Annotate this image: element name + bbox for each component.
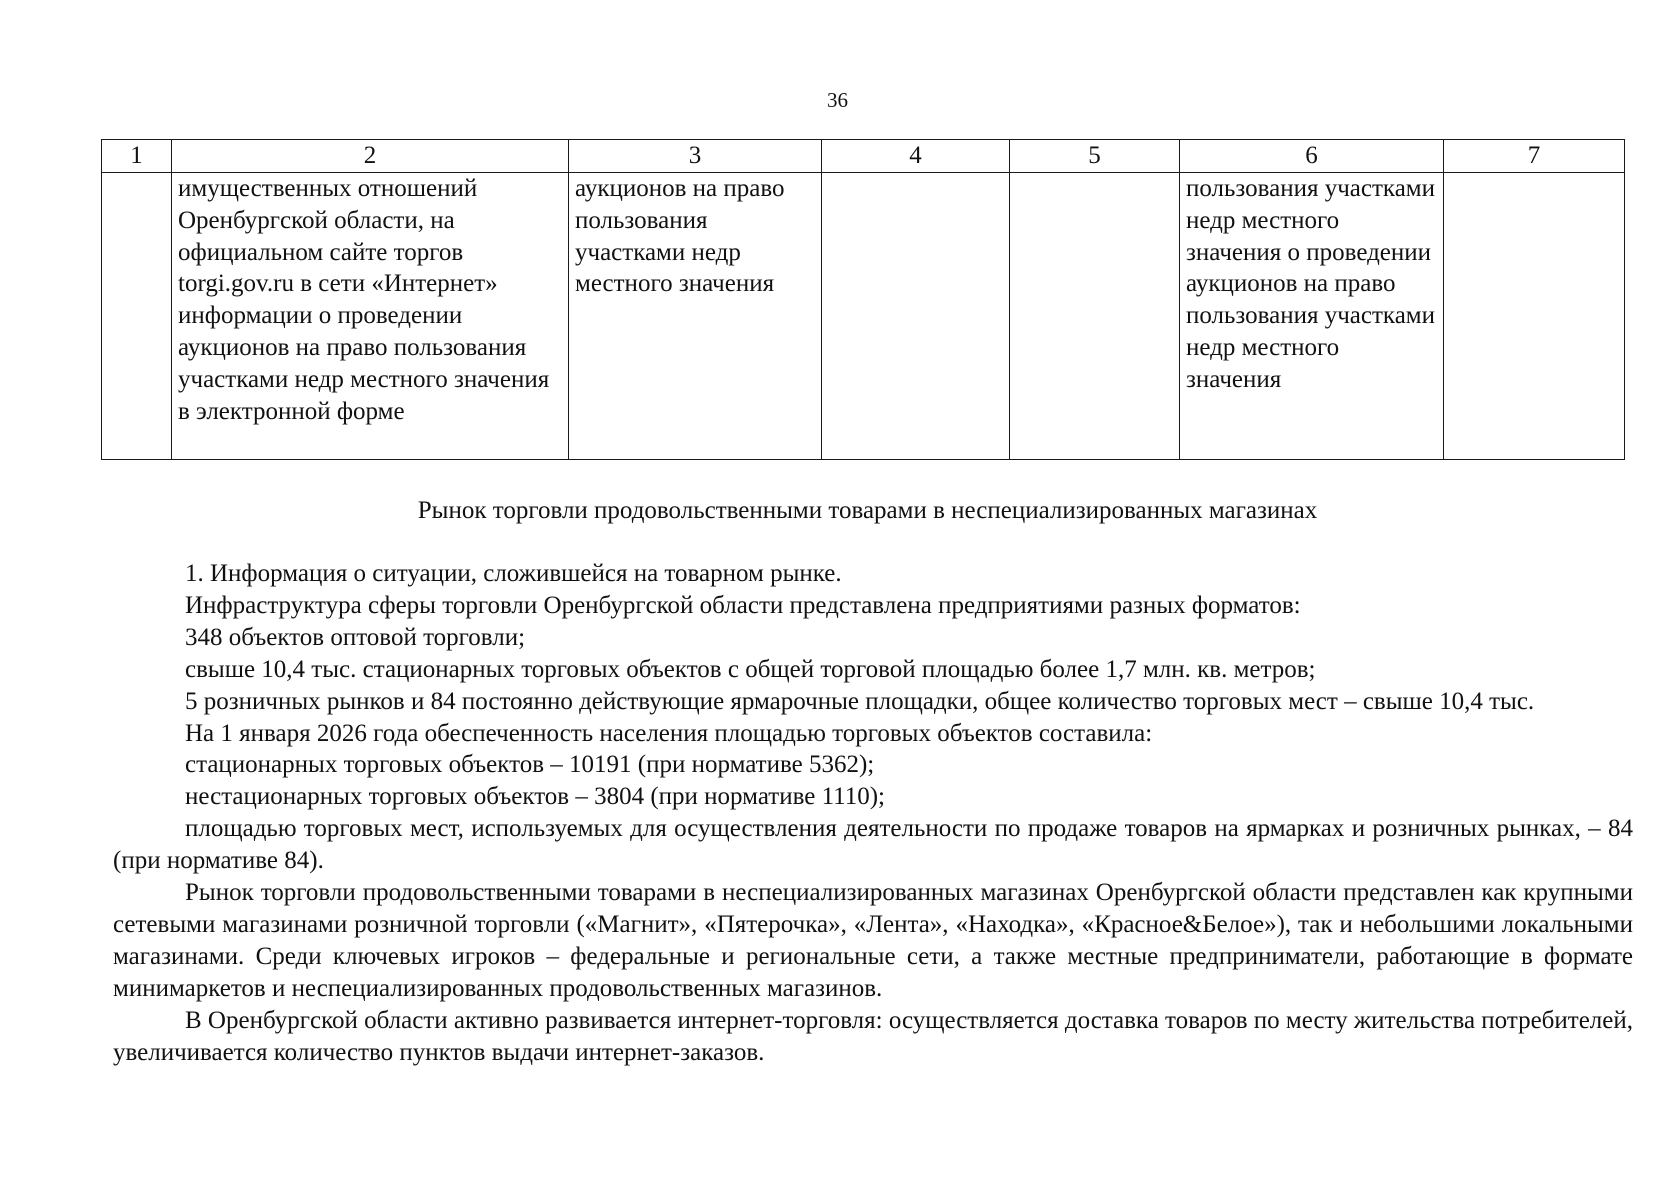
body-text — [113, 558, 1633, 1069]
table-header-row — [102, 140, 1625, 173]
table-cell: пользования участками недр местного значения о проведении аукционов на право пользования участками недр местного значения — [1180, 173, 1444, 460]
table-cell: имущественных отношений Оренбургской области, на официальном сайте торгов torgi.gov.ru в сети «Интернет» информации о проведении аукционов на право пользования участками недр местного значения в электронной форме — [172, 173, 569, 460]
paragraph: площадью торговых мест, используемых для осуществления деятельности по продаже товаров на ярмарках и розничных рынках, – 84 (при нормативе 84). — [113, 815, 1633, 875]
table-cell — [1010, 173, 1180, 460]
table-header-cell: 6 — [1180, 140, 1444, 173]
paragraph: 5 розничных рынков и 84 постоянно действующие ярмарочные площадки, общее количество торговых мест – свыше 10,4 тыс. — [185, 687, 1535, 715]
table-cell — [102, 173, 172, 460]
paragraph: стационарных торговых объектов – 10191 (при нормативе 5362); — [185, 751, 875, 779]
paragraph: свыше 10,4 тыс. стационарных торговых объектов с общей торговой площадью более 1,7 млн. кв. метров; — [185, 655, 1316, 683]
section-title: Рынок торговли продовольственными товарами в неспециализированных магазинах — [417, 497, 1318, 524]
paragraph: На 1 января 2026 года обеспеченность населения площадью торговых объектов составила: — [185, 719, 1153, 747]
table-header-cell: 5 — [1010, 140, 1180, 173]
table-header-cell: 7 — [1444, 140, 1625, 173]
paragraph: 1. Информация о ситуации, сложившейся на товарном рынке. — [185, 560, 842, 587]
table-cell — [822, 173, 1010, 460]
table-header-cell: 2 — [172, 140, 569, 173]
table-cell: аукционов на право пользования участками недр местного значения — [569, 173, 822, 460]
table-cell — [1444, 173, 1625, 460]
table-header-cell: 1 — [102, 140, 172, 173]
table-header-cell: 4 — [822, 140, 1010, 173]
paragraph: В Оренбургской области активно развивается интернет-торговля: осуществляется доставка товаров по месту жительства потребителей, увеличивается количество пунктов выдачи интернет-заказов. — [113, 1006, 1633, 1066]
continuation-table — [101, 139, 1625, 460]
paragraph: Инфраструктура сферы торговли Оренбургской области представлена предприятиями разных форматов: — [185, 591, 1301, 619]
paragraph: 348 объектов оптовой торговли; — [185, 623, 526, 651]
table-row — [102, 173, 1625, 460]
page-number: 36 — [827, 88, 848, 112]
paragraph: Рынок торговли продовольственными товарами в неспециализированных магазинах Оренбургской области представлен как крупными сетевыми магазинами розничной торговли («Магнит», «Пятерочка», «Лента», «Находка», «Красное&Белое»), так и небольшими локальными магазинами. Среди ключевых игроков – федеральные и региональные сети, а также местные предприниматели, работающие в формате минимаркетов и неспециализированных продовольственных магазинов. — [113, 879, 1633, 1002]
table-header-cell: 3 — [569, 140, 822, 173]
paragraph: нестационарных торговых объектов – 3804 (при нормативе 1110); — [185, 783, 885, 811]
